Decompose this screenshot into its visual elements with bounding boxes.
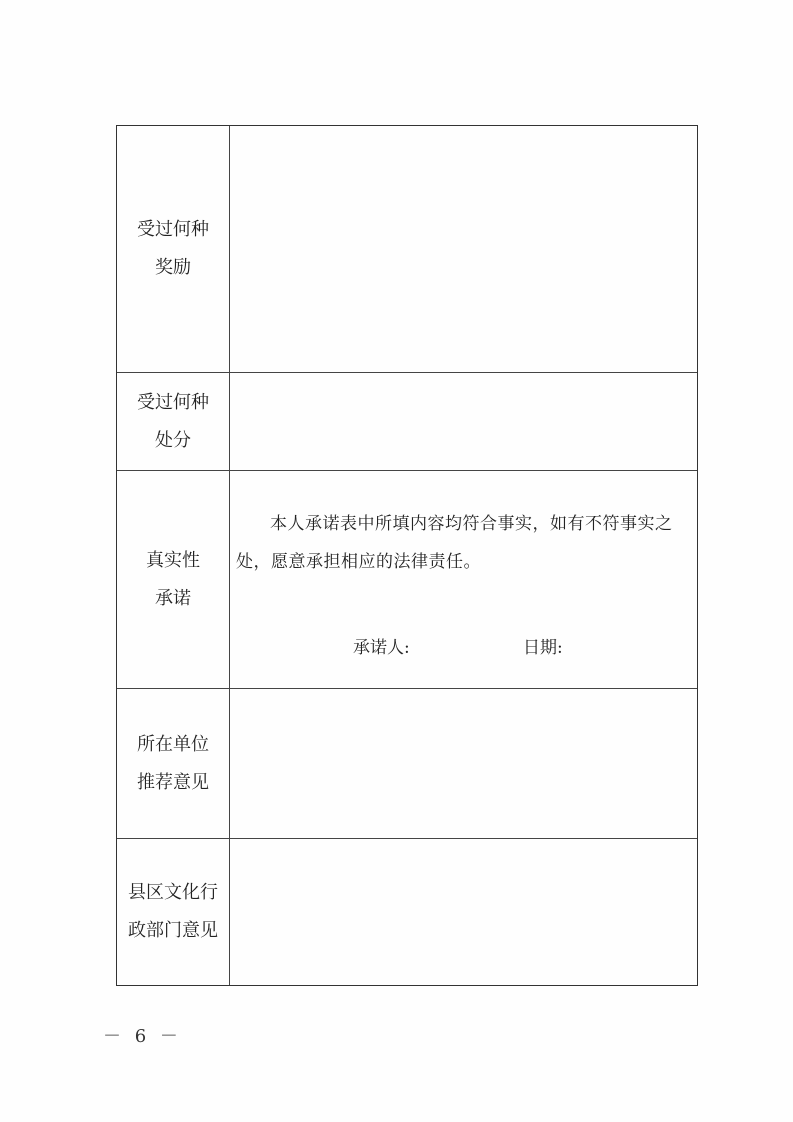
date-label: 日期:: [523, 638, 563, 658]
row-awards: [117, 126, 697, 373]
punishment-content-cell[interactable]: [230, 373, 697, 470]
label-unit-recommendation: [117, 689, 230, 838]
row-pledge: [117, 471, 697, 689]
pledge-statement: 本人承诺表中所填内容均符合事实，如有不符事实之处，愿意承担相应的法律责任。: [236, 514, 673, 572]
label-unit-line2: 推荐意见: [137, 771, 209, 793]
label-county-line2: 政部门意见: [128, 920, 218, 941]
pledger-label: 承诺人:: [353, 638, 410, 658]
county-opinion-content-cell[interactable]: [230, 839, 697, 985]
page-number: － 6 －: [103, 1026, 182, 1047]
label-pledge-line1: 真实性: [146, 549, 200, 571]
label-punishment-line1: 受过何种: [137, 391, 209, 413]
row-county-opinion: [117, 839, 697, 985]
label-awards-line2: 奖励: [155, 257, 191, 278]
label-awards: [117, 126, 230, 372]
label-punishment: [117, 373, 230, 470]
label-awards-line1: 受过何种: [137, 219, 209, 240]
label-pledge-line2: 承诺: [155, 587, 191, 609]
pledge-content-cell: [230, 471, 697, 688]
unit-recommendation-content-cell[interactable]: [230, 689, 697, 838]
label-county-opinion: [117, 839, 230, 985]
row-unit-recommendation: [117, 689, 697, 839]
row-punishment: [117, 373, 697, 471]
awards-content-cell[interactable]: [230, 126, 697, 372]
label-unit-line1: 所在单位: [137, 733, 209, 755]
label-pledge: [117, 471, 230, 688]
label-county-line1: 县区文化行: [128, 882, 218, 903]
form-table: [116, 125, 698, 986]
label-punishment-line2: 处分: [155, 429, 191, 451]
